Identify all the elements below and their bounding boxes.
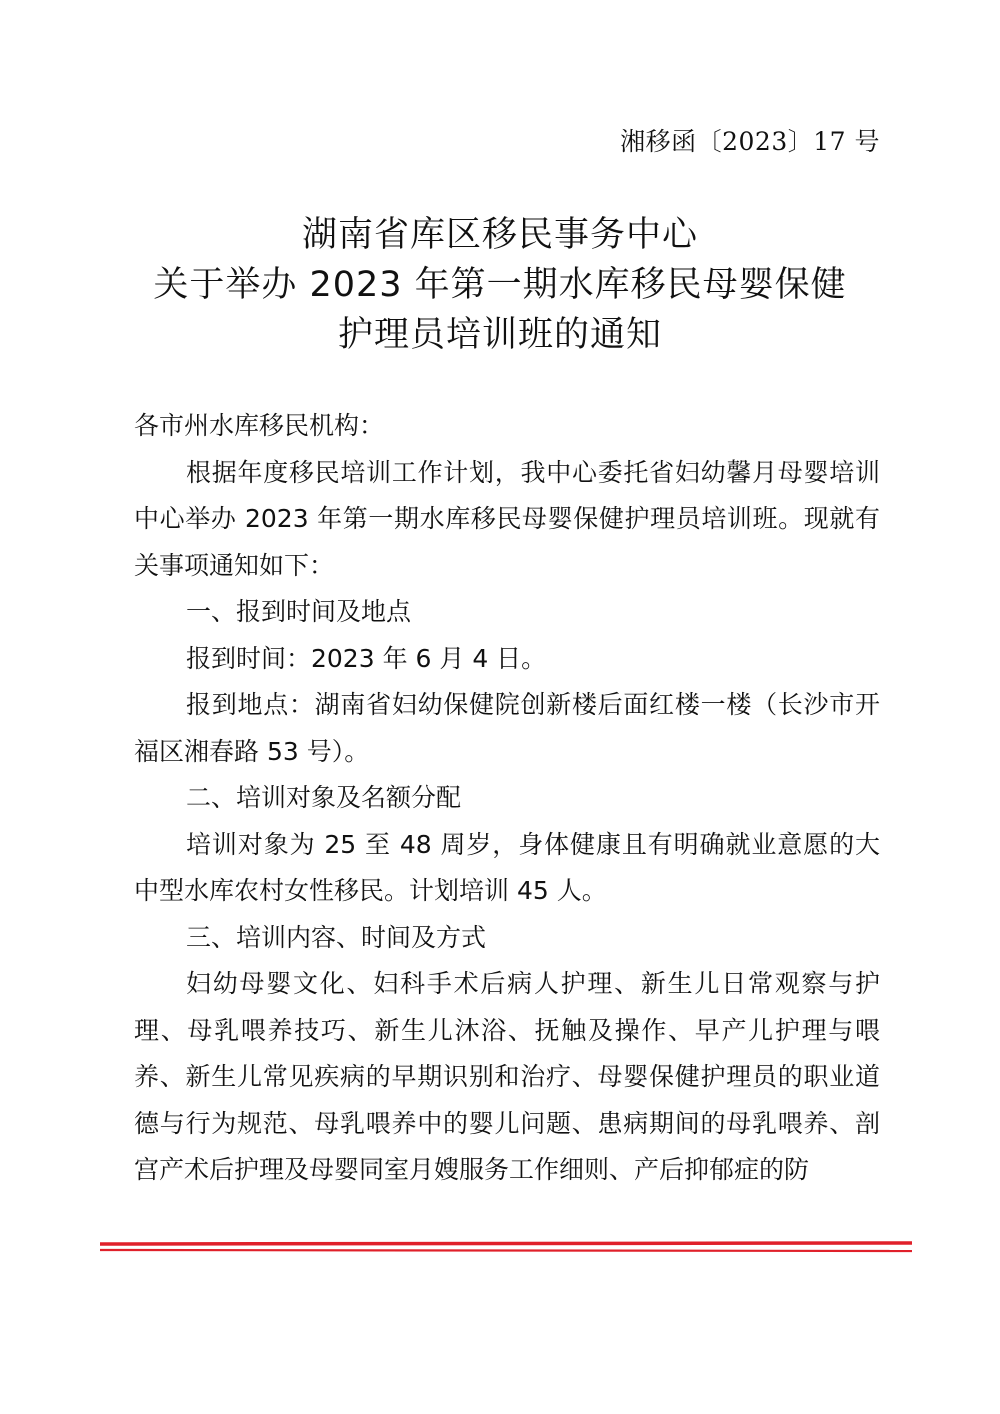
document-body xyxy=(134,403,880,1194)
section-heading-3: 三、培训内容、时间及方式 xyxy=(186,922,487,952)
report-time: 报到时间：2023 年 6 月 4 日。 xyxy=(186,643,547,673)
title-line-2: 关于举办 2023 年第一期水库移民母婴保健 xyxy=(153,265,847,305)
salutation: 各市州水库移民机构： xyxy=(134,411,385,440)
document-title xyxy=(0,210,1000,360)
red-divider-rule xyxy=(100,1240,912,1254)
section-heading-2: 二、培训对象及名额分配 xyxy=(186,783,462,812)
intro-paragraph: 根据年度移民培训工作计划，我中心委托省妇幼馨月母婴培训中心举办 2023 年第一期水库移民母婴保健护理员培训班。现就有关事项通知如下： xyxy=(134,457,880,580)
training-target: 培训对象为 25 至 48 周岁，身体健康且有明确就业意愿的大中型水库农村女性移民。计划培训 45 人。 xyxy=(134,829,880,905)
training-content: 妇幼母婴文化、妇科手术后病人护理、新生儿日常观察与护理、母乳喂养技巧、新生儿沐浴、抚触及操作、早产儿护理与喂养、新生儿常见疾病的早期识别和治疗、母婴保健护理员的职业道德与行为规范、母乳喂养中的婴儿问题、患病期间的母乳喂养、剖宫产术后护理及母婴同室月嫂服务工作细则、产后抑郁症的防 xyxy=(134,969,880,1184)
red-rule-lower xyxy=(100,1250,912,1251)
red-rule-upper xyxy=(100,1243,912,1244)
title-line-1: 湖南省库区移民事务中心 xyxy=(301,215,698,255)
title-line-3: 护理员培训班的通知 xyxy=(337,315,662,355)
section-heading-1: 一、报到时间及地点 xyxy=(186,597,412,626)
document-number: 湘移函〔2023〕17 号 xyxy=(620,127,880,156)
report-location: 报到地点：湖南省妇幼保健院创新楼后面红楼一楼（长沙市开福区湘春路 53 号）。 xyxy=(134,690,880,766)
